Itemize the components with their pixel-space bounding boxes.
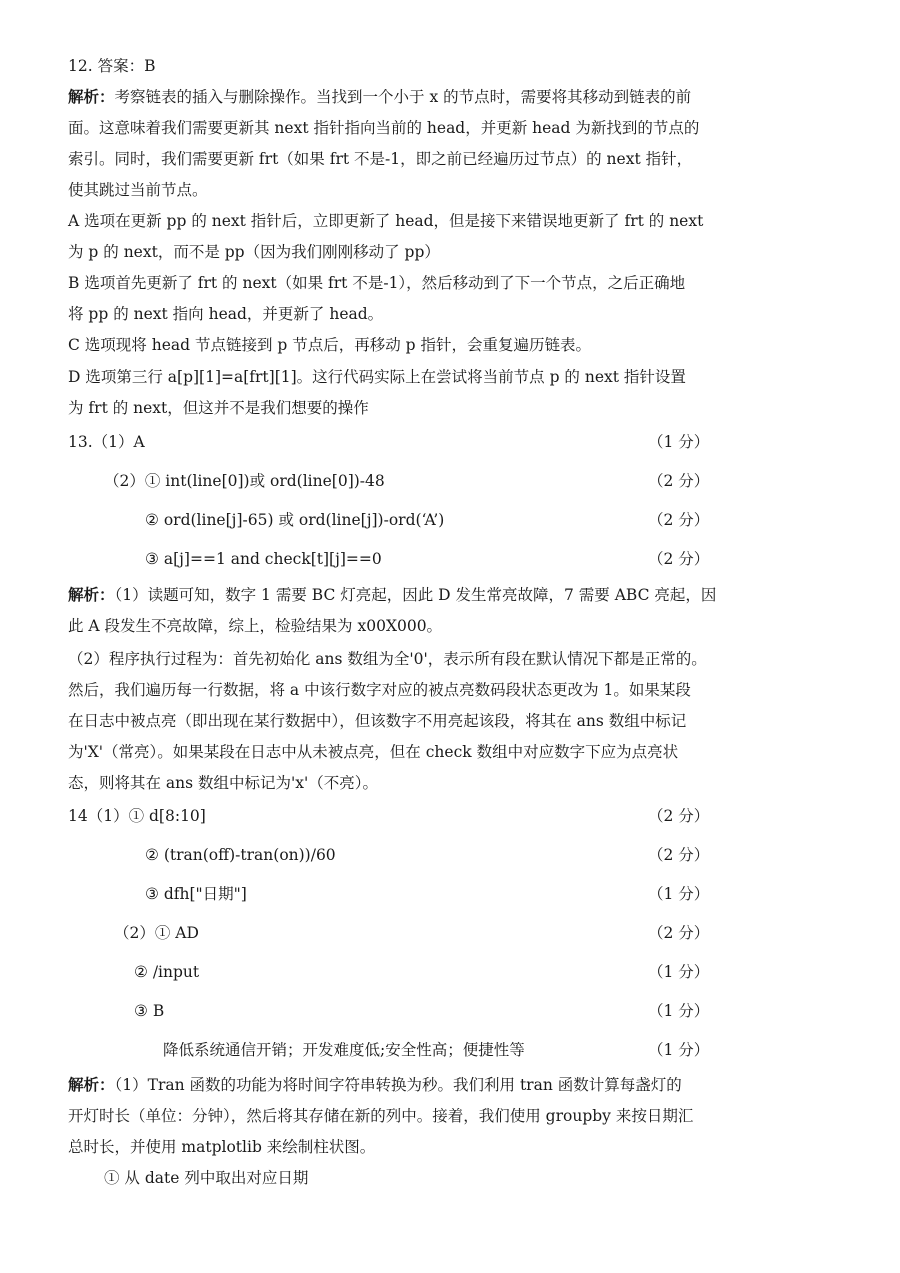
q12-option-a-line-1: A 选项在更新 pp 的 next 指针后，立即更新了 head，但是接下来错误地更新了 frt 的 next (68, 212, 704, 230)
q14-answer-1: 14（1）① d[8:10] (68, 807, 206, 825)
q12-option-b-line-2: 将 pp 的 next 指向 head，并更新了 head。 (68, 305, 384, 323)
q13-score-2: （2 分） (648, 472, 710, 490)
q14-answer-7: 降低系统通信开销；开发难度低;安全性高；便捷性等 (163, 1041, 525, 1059)
q14-answer-4: （2）① AD (114, 924, 199, 942)
q12-option-d-line-1: D 选项第三行 a[p][1]=a[frt][1]。这行代码实际上在尝试将当前节点 p 的 next 指针设置 (68, 368, 686, 386)
q13-answer-4: ③ a[j]==1 and check[t][j]==0 (145, 550, 382, 568)
q13-answer-2: （2）① int(line[0])或 ord(line[0])-48 (104, 472, 385, 490)
q13-analysis-line-1: 解析：（1）读题可知，数字 1 需要 BC 灯亮起，因此 D 发生常亮故障，7 需要 ABC 亮起，因 (68, 585, 717, 604)
q13-analysis-line-3: （2）程序执行过程为：首先初始化 ans 数组为全'0'，表示所有段在默认情况下都是正常的。 (68, 650, 707, 668)
q12-analysis-line-3: 索引。同时，我们需要更新 frt（如果 frt 不是-1，即之前已经遍历过节点）的 next 指针， (68, 150, 693, 168)
q14-score-3: （1 分） (648, 885, 710, 903)
q14-answer-3: ③ dfh["日期"] (145, 885, 247, 903)
q14-analysis-line-4: ① 从 date 列中取出对应日期 (104, 1169, 309, 1187)
q14-score-5: （1 分） (648, 963, 710, 981)
q14-score-4: （2 分） (648, 924, 710, 942)
q13-analysis-line-7: 态，则将其在 ans 数组中标记为'x'（不亮）。 (68, 774, 379, 792)
q13-score-3: （2 分） (648, 511, 710, 529)
q14-score-6: （1 分） (648, 1002, 710, 1020)
q13-analysis-line-4: 然后，我们遍历每一行数据，将 a 中该行数字对应的被点亮数码段状态更改为 1。如果某段 (68, 681, 691, 699)
q14-answer-5: ② /input (134, 963, 200, 981)
q14-analysis-line-2: 开灯时长（单位：分钟），然后将其存储在新的列中。接着，我们使用 groupby 来按日期汇 (68, 1107, 694, 1125)
q13-answer-1: 13.（1）A (68, 433, 145, 451)
q12-analysis-line-4: 使其跳过当前节点。 (68, 181, 208, 199)
q14-score-7: （1 分） (648, 1041, 710, 1059)
q12-answer: 12. 答案：B (68, 57, 156, 75)
q13-score-1: （1 分） (648, 433, 710, 451)
q12-analysis-line-1: 解析：考察链表的插入与删除操作。当找到一个小于 x 的节点时，需要将其移动到链表的前 (68, 87, 692, 106)
q13-analysis-line-2: 此 A 段发生不亮故障，综上，检验结果为 x00X000。 (68, 617, 443, 635)
q13-analysis-line-6: 为'X'（常亮）。如果某段在日志中从未被点亮，但在 check 数组中对应数字下应为点亮状 (68, 743, 679, 761)
q14-analysis-label: 解析： (68, 1075, 115, 1094)
q14-score-2: （2 分） (648, 846, 710, 864)
q14-answer-2: ② (tran(off)-tran(on))/60 (145, 846, 336, 864)
q12-option-c: C 选项现将 head 节点链接到 p 节点后，再移动 p 指针，会重复遍历链表。 (68, 336, 592, 354)
q14-analysis-line-3: 总时长，并使用 matplotlib 来绘制柱状图。 (68, 1138, 376, 1156)
q12-analysis-line-2: 面。这意味着我们需要更新其 next 指针指向当前的 head，并更新 head 为新找到的节点的 (68, 119, 700, 137)
q13-analysis-label: 解析： (68, 585, 115, 604)
q13-analysis-line-5: 在日志中被点亮（即出现在某行数据中），但该数字不用亮起该段，将其在 ans 数组中标记 (68, 712, 687, 730)
q12-option-a-line-2: 为 p 的 next，而不是 pp（因为我们刚刚移动了 pp） (68, 243, 440, 261)
q12-option-b-line-1: B 选项首先更新了 frt 的 next（如果 frt 不是-1），然后移动到了下一个节点，之后正确地 (68, 274, 686, 292)
q12-option-d-line-2: 为 frt 的 next，但这并不是我们想要的操作 (68, 399, 369, 417)
q14-answer-6: ③ B (134, 1002, 165, 1020)
q13-answer-3: ② ord(line[j]-65) 或 ord(line[j])-ord(‘A’) (145, 511, 445, 529)
q12-analysis-label: 解析： (68, 87, 115, 106)
q14-score-1: （2 分） (648, 807, 710, 825)
q14-analysis-line-1: 解析：（1）Tran 函数的功能为将时间字符串转换为秒。我们利用 tran 函数计算每盏灯的 (68, 1075, 682, 1094)
q13-score-4: （2 分） (648, 550, 710, 568)
